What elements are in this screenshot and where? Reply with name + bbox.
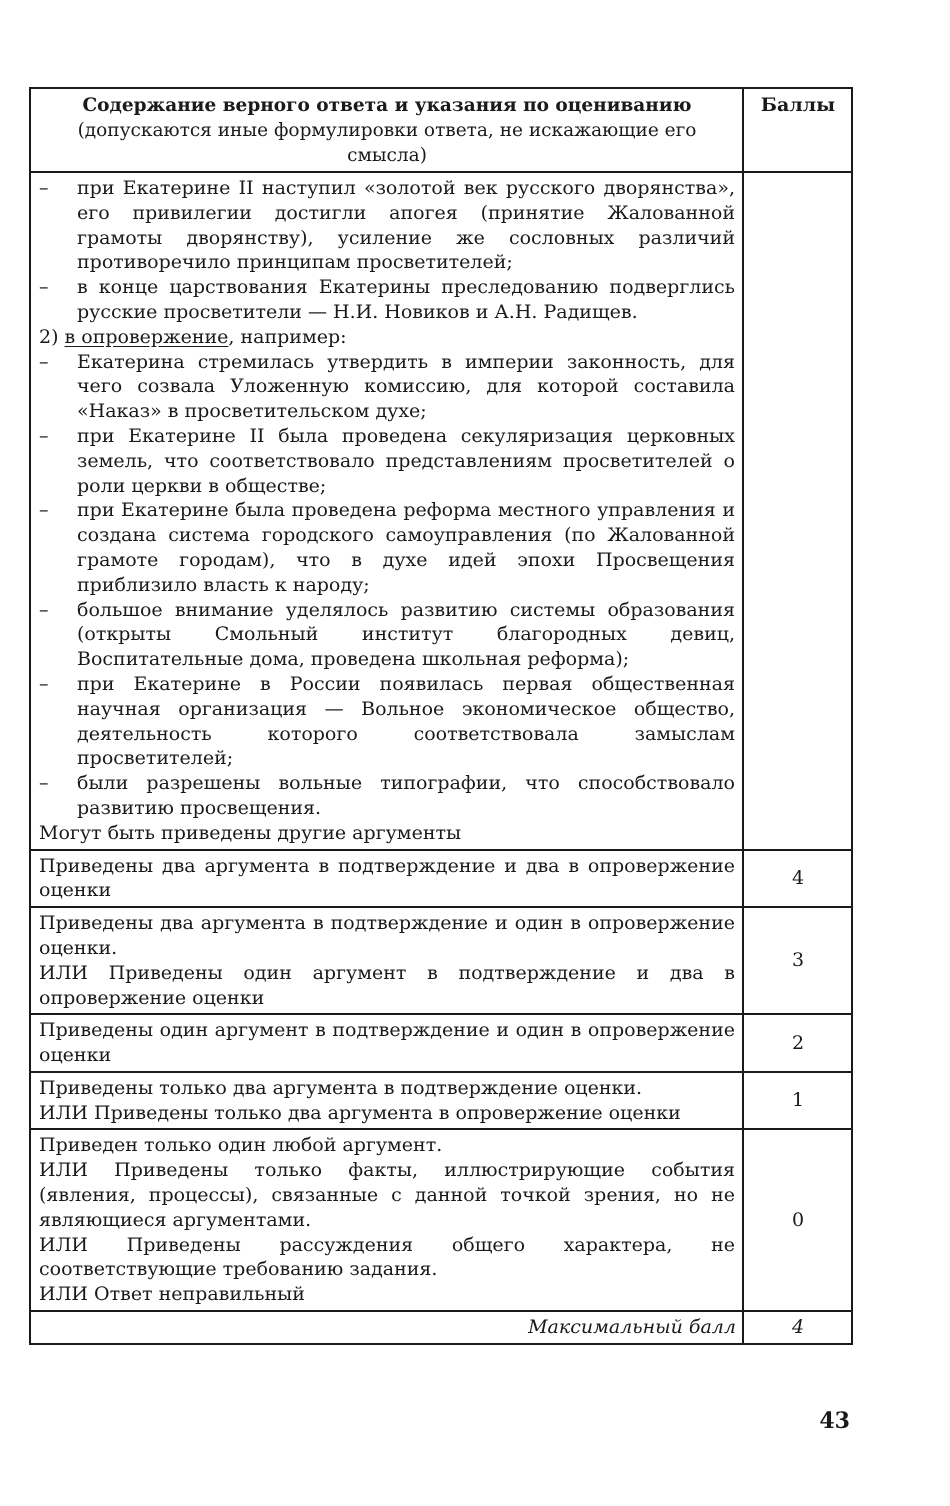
max-score-value-cell bbox=[744, 1312, 853, 1345]
criteria-line: ИЛИ Ответ неправильный bbox=[39, 1283, 305, 1306]
criteria-cell bbox=[31, 908, 744, 1015]
refute-item: – Екатерина стремилась утвердить в империи законность, для чего созвала Уложенную комиссию, для которой составила «Наказ» в просветительском духе; bbox=[39, 350, 735, 424]
max-score-value: 4 bbox=[791, 1316, 805, 1339]
score-value: 3 bbox=[791, 949, 805, 972]
refute-item: – большое внимание уделялось развитию системы образования (открыты Смольный институт благородных девиц, Воспитательные дома, проведена школьная реформа); bbox=[39, 598, 735, 672]
criteria-cell bbox=[31, 1015, 744, 1073]
score-value: 4 bbox=[791, 866, 805, 889]
header-content-title: Содержание верного ответа и указания по оцениванию bbox=[82, 95, 692, 116]
refute-item: – при Екатерине в России появилась первая общественная научная организация — Вольное экономическое общество, деятельность которого соответствовала замыслам просветителей; bbox=[39, 672, 735, 771]
header-points-title: Баллы bbox=[760, 94, 836, 116]
score-cell bbox=[744, 1073, 853, 1131]
header-content-cell bbox=[31, 89, 744, 173]
criteria-line: Приведены только два аргумента в подтверждение оценки. bbox=[39, 1076, 643, 1099]
answer-content-cell bbox=[31, 173, 744, 851]
other-arguments-note: Могут быть приведены другие аргументы bbox=[39, 821, 462, 844]
header-content-subtitle: (допускаются иные формулировки ответа, не искажающие его смысла) bbox=[77, 120, 697, 166]
refute-prefix: 2) bbox=[39, 325, 65, 348]
refute-suffix: , например: bbox=[228, 325, 347, 348]
answer-points-cell bbox=[744, 173, 853, 851]
criteria-line: ИЛИ Приведены один аргумент в подтверждение и два в опровержение оценки bbox=[39, 961, 735, 1009]
score-cell bbox=[744, 1130, 853, 1312]
score-cell bbox=[744, 908, 853, 1015]
refute-item: – при Екатерине II была проведена секуляризация церковных земель, что соответствовало представлениям просветителей о роли церкви в обществе; bbox=[39, 424, 735, 498]
refute-item: – при Екатерине была проведена реформа местного управления и создана система городского самоуправления (по Жалованной грамоте городам), что в духе идей эпохи Просвещения приблизило власть к народу; bbox=[39, 498, 735, 597]
max-score-label-cell bbox=[31, 1312, 744, 1345]
refute-label: в опровержение bbox=[64, 325, 229, 348]
score-value: 2 bbox=[791, 1031, 805, 1054]
refute-heading bbox=[39, 325, 735, 350]
score-cell bbox=[744, 1015, 853, 1073]
criteria-line: Приведен только один любой аргумент. bbox=[39, 1134, 443, 1157]
criteria-line: ИЛИ Приведены только факты, иллюстрирующие события (явления, процессы), связанные с данной точкой зрения, но не являющиеся аргументами. bbox=[39, 1159, 735, 1231]
page-number: 43 bbox=[819, 1408, 850, 1434]
grading-table bbox=[29, 87, 853, 1345]
confirm-item: – при Екатерине II наступил «золотой век русского дворянства», его привилегии достигли апогея (принятие Жалованной грамоты дворянству), усиление же сословных различий противоречило принципам просветителей; bbox=[39, 176, 735, 275]
header-points-cell bbox=[744, 89, 853, 173]
criteria-line: ИЛИ Приведены рассуждения общего характера, не соответствующие требованию задания. bbox=[39, 1233, 735, 1281]
max-score-label: Максимальный балл bbox=[528, 1316, 736, 1339]
score-value: 1 bbox=[791, 1089, 805, 1112]
refute-item: – были разрешены вольные типографии, что способствовало развитию просвещения. bbox=[39, 771, 735, 821]
criteria-cell bbox=[31, 851, 744, 909]
criteria-line: Приведены один аргумент в подтверждение и один в опровержение оценки bbox=[39, 1019, 735, 1067]
criteria-cell bbox=[31, 1073, 744, 1131]
score-value: 0 bbox=[791, 1208, 805, 1231]
confirm-item: – в конце царствования Екатерины преследованию подверглись русские просветители — Н.И. Новиков и А.Н. Радищев. bbox=[39, 275, 735, 325]
criteria-line: Приведены два аргумента в подтверждение и один в опровержение оценки. bbox=[39, 912, 735, 959]
criteria-line: ИЛИ Приведены только два аргумента в опровержение оценки bbox=[39, 1101, 681, 1124]
score-cell bbox=[744, 851, 853, 909]
criteria-cell bbox=[31, 1130, 744, 1312]
criteria-line: Приведены два аргумента в подтверждение и два в опровержение оценки bbox=[39, 854, 735, 902]
